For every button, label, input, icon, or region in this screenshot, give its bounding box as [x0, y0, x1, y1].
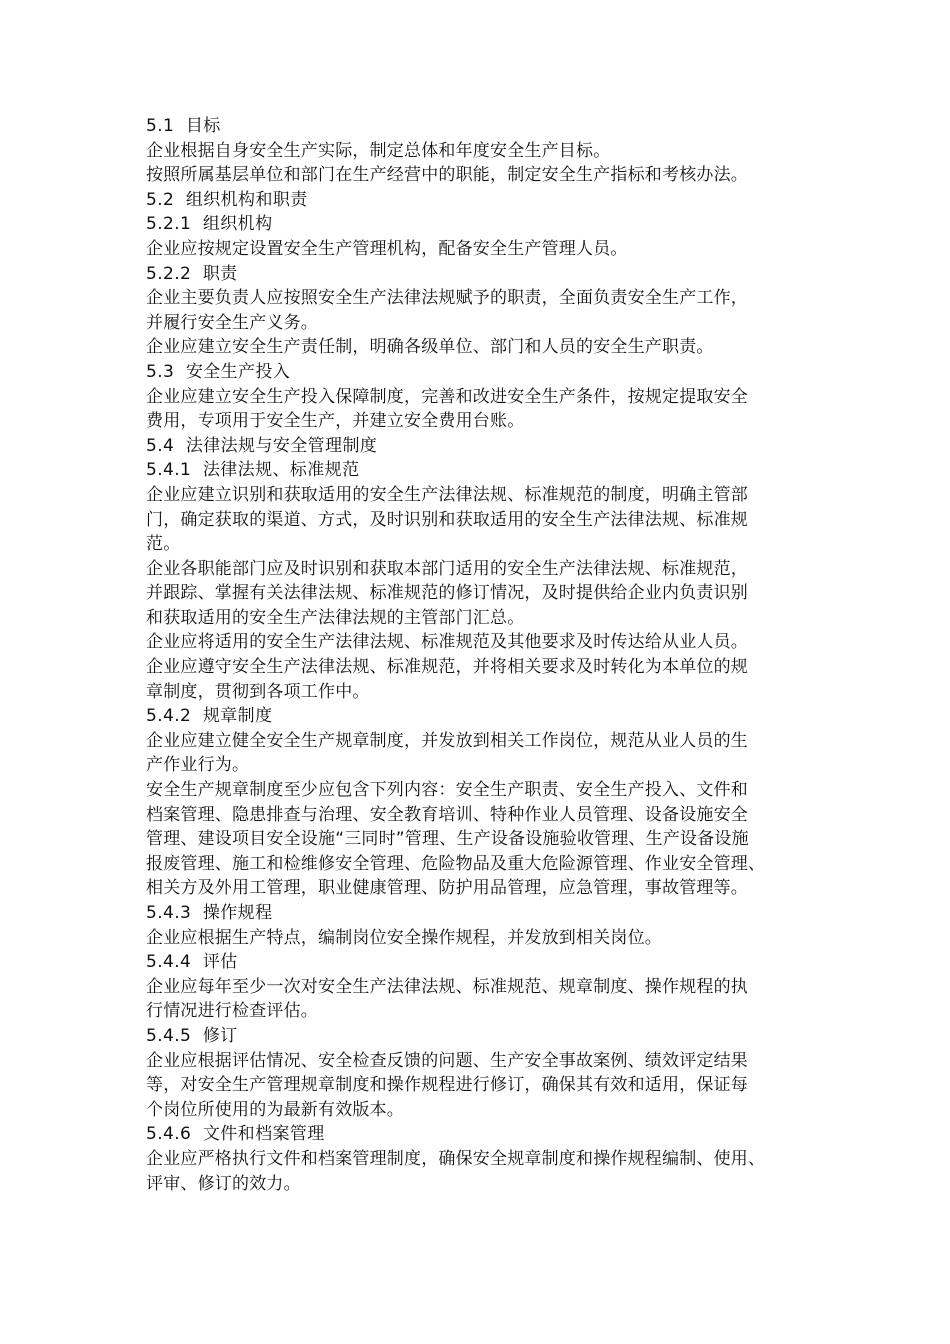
paragraph-line: 企业应建立安全生产投入保障制度，完善和改进安全生产条件，按规定提取安全 [146, 386, 748, 407]
paragraph-line: 评审、修订的效力。 [146, 1173, 301, 1194]
section-heading: 5.4 法律法规与安全管理制度 [146, 435, 378, 456]
paragraph-line: 企业根据自身安全生产实际，制定总体和年度安全生产目标。 [146, 140, 611, 161]
paragraph-line: 和获取适用的安全生产法律法规的主管部门汇总。 [146, 607, 525, 628]
section-heading: 5.4.6 文件和档案管理 [146, 1124, 325, 1145]
paragraph-line: 个岗位所使用的为最新有效版本。 [146, 1099, 404, 1120]
paragraph-line: 报废管理、施工和检维修安全管理、危险物品及重大危险源管理、作业安全管理、 [146, 853, 766, 874]
paragraph-line: 企业应建立安全生产责任制，明确各级单位、部门和人员的安全生产职责。 [146, 337, 714, 358]
paragraph-line: 企业各职能部门应及时识别和获取本部门适用的安全生产法律法规、标准规范， [146, 558, 748, 579]
paragraph-line: 企业应建立识别和获取适用的安全生产法律法规、标准规范的制度，明确主管部 [146, 484, 748, 505]
paragraph-line: 企业应根据评估情况、安全检查反馈的问题、生产安全事故案例、绩效评定结果 [146, 1050, 748, 1071]
paragraph-line: 按照所属基层单位和部门在生产经营中的职能，制定安全生产指标和考核办法。 [146, 165, 748, 186]
section-heading: 5.1 目标 [146, 116, 221, 136]
paragraph-line: 企业应将适用的安全生产法律法规、标准规范及其他要求及时传达给从业人员。 [146, 632, 748, 653]
paragraph-line: 企业应按规定设置安全生产管理机构，配备安全生产管理人员。 [146, 238, 628, 259]
paragraph-line: 企业应遵守安全生产法律法规、标准规范，并将相关要求及时转化为本单位的规 [146, 657, 748, 678]
paragraph-line: 企业应根据生产特点，编制岗位安全操作规程，并发放到相关岗位。 [146, 927, 662, 948]
paragraph-line: 并履行安全生产义务。 [146, 312, 318, 333]
section-heading: 5.2 组织机构和职责 [146, 189, 308, 210]
paragraph-line: 管理、建设项目安全设施“三同时”管理、生产设备设施验收管理、生产设备设施 [146, 829, 749, 850]
section-heading: 5.4.1 法律法规、标准规范 [146, 460, 360, 481]
section-heading: 5.3 安全生产投入 [146, 361, 291, 382]
paragraph-line: 安全生产规章制度至少应包含下列内容：安全生产职责、安全生产投入、文件和 [146, 780, 748, 801]
paragraph-line: 企业应每年至少一次对安全生产法律法规、标准规范、规章制度、操作规程的执 [146, 976, 748, 997]
paragraph-line: 门，确定获取的渠道、方式，及时识别和获取适用的安全生产法律法规、标准规 [146, 509, 748, 530]
paragraph-line: 相关方及外用工管理，职业健康管理、防护用品管理，应急管理，事故管理等。 [146, 878, 748, 899]
section-heading: 5.4.2 规章制度 [146, 706, 273, 727]
section-heading: 5.4.3 操作规程 [146, 903, 273, 923]
paragraph-line: 行情况进行检查评估。 [146, 1001, 318, 1022]
section-heading: 5.4.4 评估 [146, 952, 238, 973]
paragraph-line: 产作业行为。 [146, 755, 250, 776]
paragraph-line: 费用，专项用于安全生产，并建立安全费用台账。 [146, 411, 525, 432]
document-page [146, 114, 810, 1196]
paragraph-line: 企业应建立健全安全生产规章制度，并发放到相关工作岗位，规范从业人员的生 [146, 730, 748, 751]
section-heading: 5.2.1 组织机构 [146, 214, 273, 235]
paragraph-line: 等，对安全生产管理规章制度和操作规程进行修订，确保其有效和适用，保证每 [146, 1075, 748, 1096]
paragraph-line: 企业主要负责人应按照安全生产法律法规赋予的职责，全面负责安全生产工作， [146, 288, 748, 309]
paragraph-line: 范。 [146, 534, 181, 555]
paragraph-line: 档案管理、隐患排查与治理、安全教育培训、特种作业人员管理、设备设施安全 [146, 804, 748, 825]
section-heading: 5.4.5 修订 [146, 1025, 238, 1046]
paragraph-line: 章制度，贯彻到各项工作中。 [146, 681, 370, 702]
paragraph-line: 企业应严格执行文件和档案管理制度，确保安全规章制度和操作规程编制、使用、 [146, 1148, 766, 1169]
paragraph-line: 并跟踪、掌握有关法律法规、标准规范的修订情况，及时提供给企业内负责识别 [146, 583, 748, 604]
section-heading: 5.2.2 职责 [146, 263, 238, 284]
